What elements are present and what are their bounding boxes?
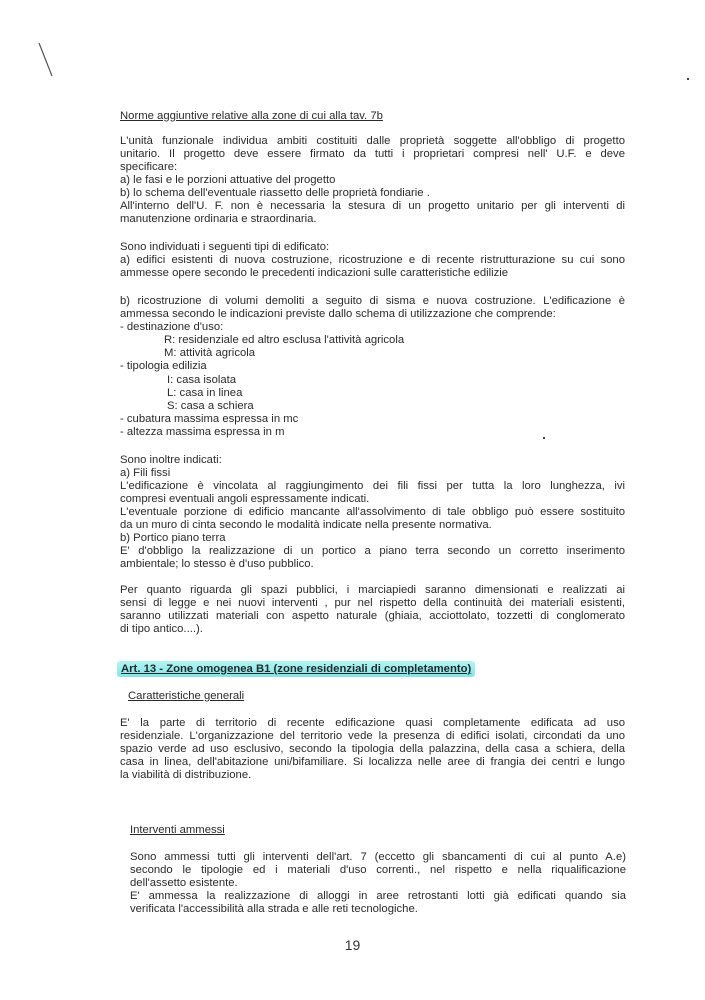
paragraph-line: dell'assetto esistente. bbox=[130, 877, 238, 889]
caratteristiche-heading: Caratteristiche generali bbox=[128, 690, 245, 702]
paragraph-line: la viabilità di distribuzione. bbox=[120, 769, 252, 781]
paragraph-line: specificare: bbox=[120, 161, 178, 173]
paragraph-line: verificata l'accessibilità alla strada e alle reti tecnologiche. bbox=[130, 903, 418, 915]
scan-mark-icon bbox=[36, 40, 56, 80]
paragraph-line: Sono inoltre indicati: bbox=[120, 454, 222, 466]
page-number: 19 bbox=[344, 937, 361, 953]
list-item: - destinazione d'uso: bbox=[120, 321, 224, 333]
paragraph-line: spazio verde ad uso esclusivo, secondo la tipologia della palazzina, della casa a schiera, della bbox=[120, 743, 625, 755]
paragraph-line: Sono ammessi tutti gli interventi dell'art. 7 (eccetto gli sbancamenti di cui al punto A.e) bbox=[130, 851, 626, 863]
paragraph-line: residenziale. L'organizzazione del territorio vede la presenza di edifici isolati, circondati da uno bbox=[120, 730, 625, 742]
list-subitem: S: casa a schiera bbox=[167, 400, 254, 412]
paragraph-line: L'edificazione è vincolata al raggiungimento dei fili fissi per tutta la loro lunghezza, ivi bbox=[120, 480, 625, 492]
list-item: - cubatura massima espressa in mc bbox=[120, 413, 299, 425]
scan-dot bbox=[687, 78, 689, 80]
paragraph-line: secondo le tipologie ed i materiali d'uso correnti., nel rispetto e nella riqualificazione bbox=[130, 864, 626, 876]
paragraph-line: L'eventuale porzione di edificio mancante all'assolvimento di tale obbligo può essere sostituito bbox=[120, 506, 625, 518]
paragraph-line: ambientale; lo stesso è d'uso pubblico. bbox=[120, 558, 314, 570]
paragraph-line: b) ricostruzione di volumi demoliti a seguito di sisma e nuova costruzione. L'edificazione è bbox=[120, 295, 625, 307]
norme-heading: Norme aggiuntive relative alla zone di cui alla tav. 7b bbox=[120, 110, 383, 122]
paragraph-line: casa in linea, dell'abitazione uni/bifamiliare. Si localizza nelle aree di frangia dei centri e lungo bbox=[120, 756, 625, 768]
paragraph-line: b) lo schema dell'eventuale riassetto delle proprietà fondiarie . bbox=[120, 187, 430, 199]
list-subitem: L: casa in linea bbox=[167, 387, 243, 399]
paragraph-line: a) edifici esistenti di nuova costruzione, ricostruzione e di recente ristrutturazione su cui sono bbox=[120, 254, 625, 266]
paragraph-line: ammesse opere secondo le precedenti indicazioni sulle caratteristiche edilizie bbox=[120, 267, 509, 279]
paragraph-line: saranno utilizzati materiali con aspetto naturale (ghiaia, acciottolato, tozzetti di conglomerato bbox=[120, 610, 625, 622]
paragraph-line: E' d'obbligo la realizzazione di un portico a piano terra secondo un corretto inserimento bbox=[120, 545, 625, 557]
paragraph-line: L'unità funzionale individua ambiti costituiti dalle proprietà soggette all'obbligo di progetto bbox=[120, 135, 625, 147]
paragraph-line: manutenzione ordinaria e straordinaria. bbox=[120, 213, 317, 225]
list-item: - tipologia edilizia bbox=[120, 360, 207, 372]
paragraph-line: da un muro di cinta secondo le modalità indicate nella presente normativa. bbox=[120, 519, 492, 531]
paragraph-line: All'interno dell'U. F. non è necessaria la stesura di un progetto unitario per gli interventi di bbox=[120, 200, 625, 212]
list-subitem: I: casa isolata bbox=[167, 374, 237, 386]
list-subitem: R: residenziale ed altro esclusa l'attività agricola bbox=[164, 334, 405, 346]
paragraph-line: a) le fasi e le porzioni attuative del progetto bbox=[120, 174, 336, 186]
paragraph-line: di tipo antico....). bbox=[120, 623, 203, 635]
article-title: Art. 13 - Zone omogenea B1 (zone residenziali di completamento) bbox=[117, 661, 475, 677]
list-subitem: M: attività agricola bbox=[164, 347, 256, 359]
paragraph-line: a) Fili fissi bbox=[120, 467, 171, 479]
paragraph-line: sensi di legge e nei nuovi interventi , pur nel rispetto della continuità dei materiali esistenti, bbox=[120, 597, 625, 609]
paragraph-line: E' la parte di territorio di recente edificazione quasi completamente edificata ad uso bbox=[120, 717, 625, 729]
paragraph-line: ammessa secondo le indicazioni previste dallo schema di utilizzazione che comprende: bbox=[120, 308, 556, 320]
paragraph-line: Per quanto riguarda gli spazi pubblici, i marciapiedi saranno dimensionati e realizzati ai bbox=[120, 584, 625, 596]
paragraph-line: unitario. Il progetto deve essere firmato da tutti i proprietari compresi nell' U.F. e deve bbox=[120, 148, 625, 160]
paragraph-line: compresi eventuali angoli espressamente indicati. bbox=[120, 493, 370, 505]
paragraph-line: Sono individuati i seguenti tipi di edificato: bbox=[120, 241, 330, 253]
list-item: - altezza massima espressa in m bbox=[120, 426, 285, 438]
interventi-heading: Interventi ammessi bbox=[130, 824, 225, 836]
paragraph-line: b) Portico piano terra bbox=[120, 532, 226, 544]
paragraph-line: E' ammessa la realizzazione di alloggi in aree retrostanti lotti già edificati quando sia bbox=[130, 890, 626, 902]
